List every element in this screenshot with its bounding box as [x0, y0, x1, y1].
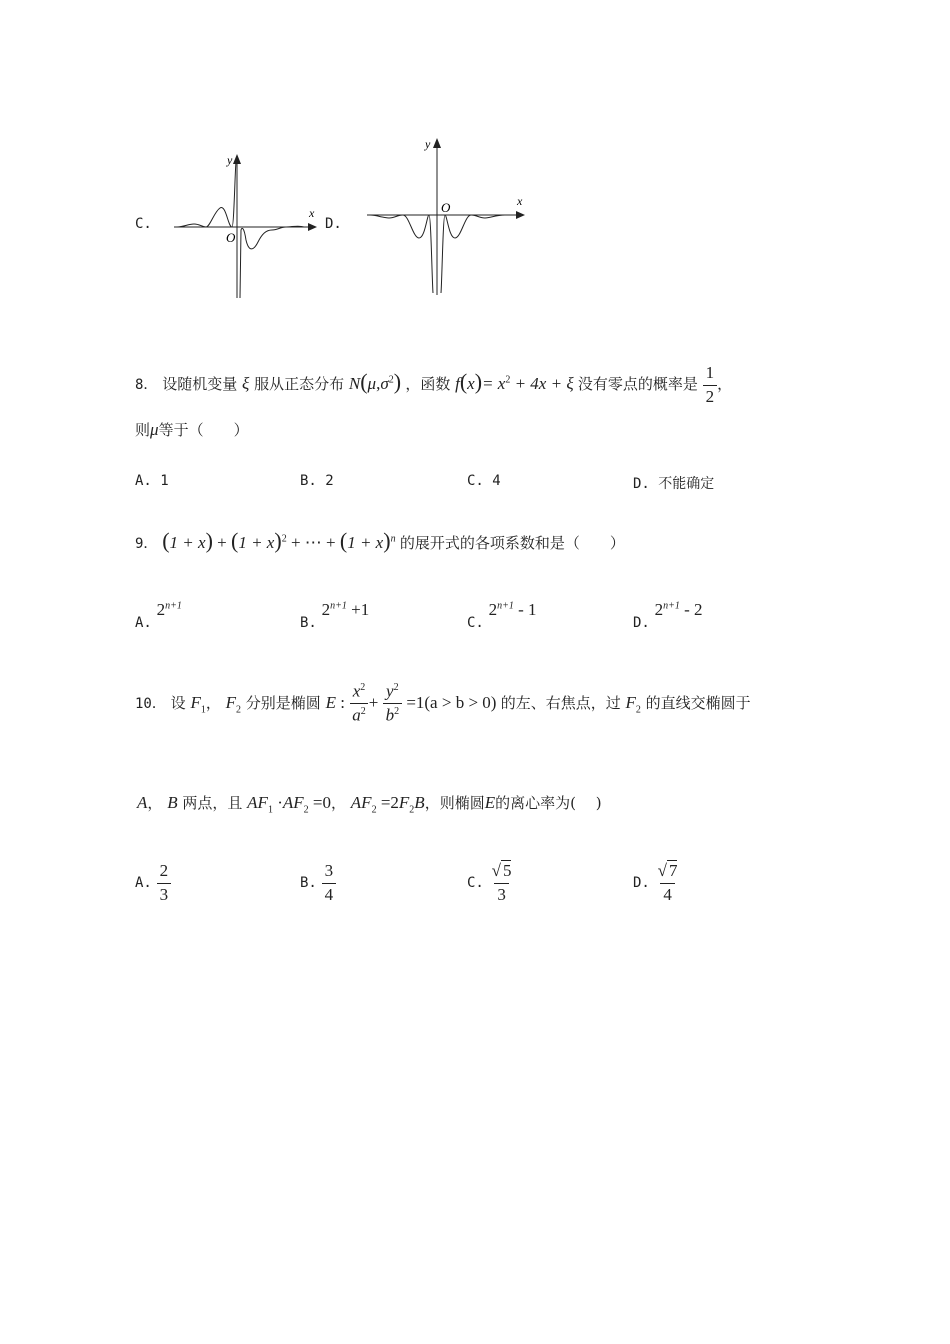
q8-xi: ξ	[242, 374, 250, 394]
q8-sigma: σ	[380, 374, 389, 394]
q8-normal-dist: $N(\mu,\sigma^2)$	[348, 369, 402, 395]
q8-N: N	[348, 374, 361, 394]
q8-text-2: 服从正态分布	[254, 375, 345, 394]
q10-option-b[interactable]: B. $\frac{3}{4}$	[300, 862, 336, 904]
q8-comma: ，	[717, 375, 733, 394]
q8-xi-2: ξ	[566, 374, 574, 394]
q8-text-4: 没有零点的概率是	[577, 375, 698, 394]
q8-mu: μ	[367, 374, 377, 394]
q8-option-c[interactable]: C. 4	[467, 473, 501, 489]
graph-c	[172, 150, 322, 300]
option-d-label: D.	[325, 216, 342, 232]
q8-mu-2: μ	[150, 420, 159, 439]
q8-text-1: 设随机变量	[162, 375, 238, 394]
q10-ellipse-equation: E : $\frac{x^2}{a^2}$ + $\frac{y^2}{b^2}$ =1(a > b > 0)	[325, 681, 497, 725]
q8-option-b[interactable]: B. 2	[300, 473, 334, 489]
graph-c-x-arrow	[308, 223, 317, 231]
q8-line2-text-2: 等于（ ）	[158, 421, 249, 439]
question-9-stem	[135, 528, 625, 554]
q9-expression: $(1 + x) + (1 + x)^2$ + ⋯ + $(1 + x)^n$	[162, 528, 396, 553]
question-8-stem-line2	[135, 419, 249, 440]
q10-dot-product: $AF_1 \cdot AF_2 =0$	[247, 793, 331, 816]
graph-d	[365, 130, 530, 300]
graph-d-x-arrow	[516, 211, 525, 219]
q8-half-num: 1	[703, 364, 718, 386]
graph-c-x-label: x	[309, 206, 315, 220]
q9-option-b[interactable]: B. $2^{n+1} +1$	[300, 600, 370, 631]
graph-d-y-label: y	[425, 137, 431, 151]
question-10-number: 10．	[135, 695, 166, 712]
q8-x-sq: 2	[505, 374, 511, 386]
graph-d-x-label: x	[517, 194, 523, 208]
q8-sigma-sq: 2	[388, 374, 394, 386]
question-10-stem: 10． 设 $F_1$， $F_2$ 分别是椭圆 E : $\frac{x^2}{a^2}$ + $\frac{y^2}{b^2}$ =1(a > b > 0) 的左、右焦点，过 $F_2$ 的直线交椭圆于	[135, 681, 751, 725]
graph-d-y-arrow	[433, 138, 441, 148]
q8-text-3: ，函数	[405, 375, 451, 394]
q9-option-d[interactable]: D. $2^{n+1} - 2$	[633, 600, 703, 631]
q9-text: 的展开式的各项系数和是（ ）	[399, 534, 625, 552]
q10-option-c[interactable]: C. $\frac{√ 5}{3}$	[467, 861, 512, 904]
q8-line2-text-1: 则	[135, 421, 151, 439]
q10-option-a[interactable]: A. $\frac{2}{3}$	[135, 862, 171, 904]
q8-rhs1: = x	[482, 374, 506, 394]
q8-option-a[interactable]: A. 1	[135, 473, 169, 489]
q8-half-den: 2	[705, 386, 715, 406]
q8-rhs2: + 4x +	[510, 374, 567, 394]
graph-d-origin: O	[441, 200, 451, 215]
option-c-label: C.	[135, 216, 152, 232]
question-10-stem-line2: A， B 两点，且 $AF_1 \cdot AF_2 =0$， $AF_2 =2F_2B$，则椭圆E的离心率为( )	[137, 793, 602, 816]
q10-F1: $F_1$	[190, 692, 206, 716]
question-8-number: 8．	[135, 377, 158, 394]
q8-f: f	[455, 374, 460, 394]
graph-c-origin: O	[226, 230, 236, 245]
question-8-stem	[135, 364, 732, 406]
q10-vector-relation: $AF_2 =2F_2B$	[350, 793, 425, 816]
graph-c-curve	[177, 162, 304, 298]
graph-c-y-arrow	[233, 154, 241, 164]
q8-x: x	[467, 374, 475, 394]
q9-option-a[interactable]: A. $2^{n+1}$	[135, 600, 182, 631]
q8-function: $f(x)= x^2 + 4x + \xi$	[455, 369, 574, 395]
q8-half	[703, 364, 718, 406]
q9-option-c[interactable]: C. $2^{n+1} - 1$	[467, 600, 537, 631]
question-9-number: 9．	[135, 536, 158, 552]
q10-F2: $F_2$	[225, 692, 242, 716]
graph-c-y-label: y	[227, 153, 233, 167]
q8-option-d[interactable]: D. 不能确定	[633, 476, 715, 492]
q10-option-d[interactable]: D. $\frac{√ 7}{4}$	[633, 861, 678, 904]
q10-F2-b: $F_2$	[625, 692, 641, 716]
